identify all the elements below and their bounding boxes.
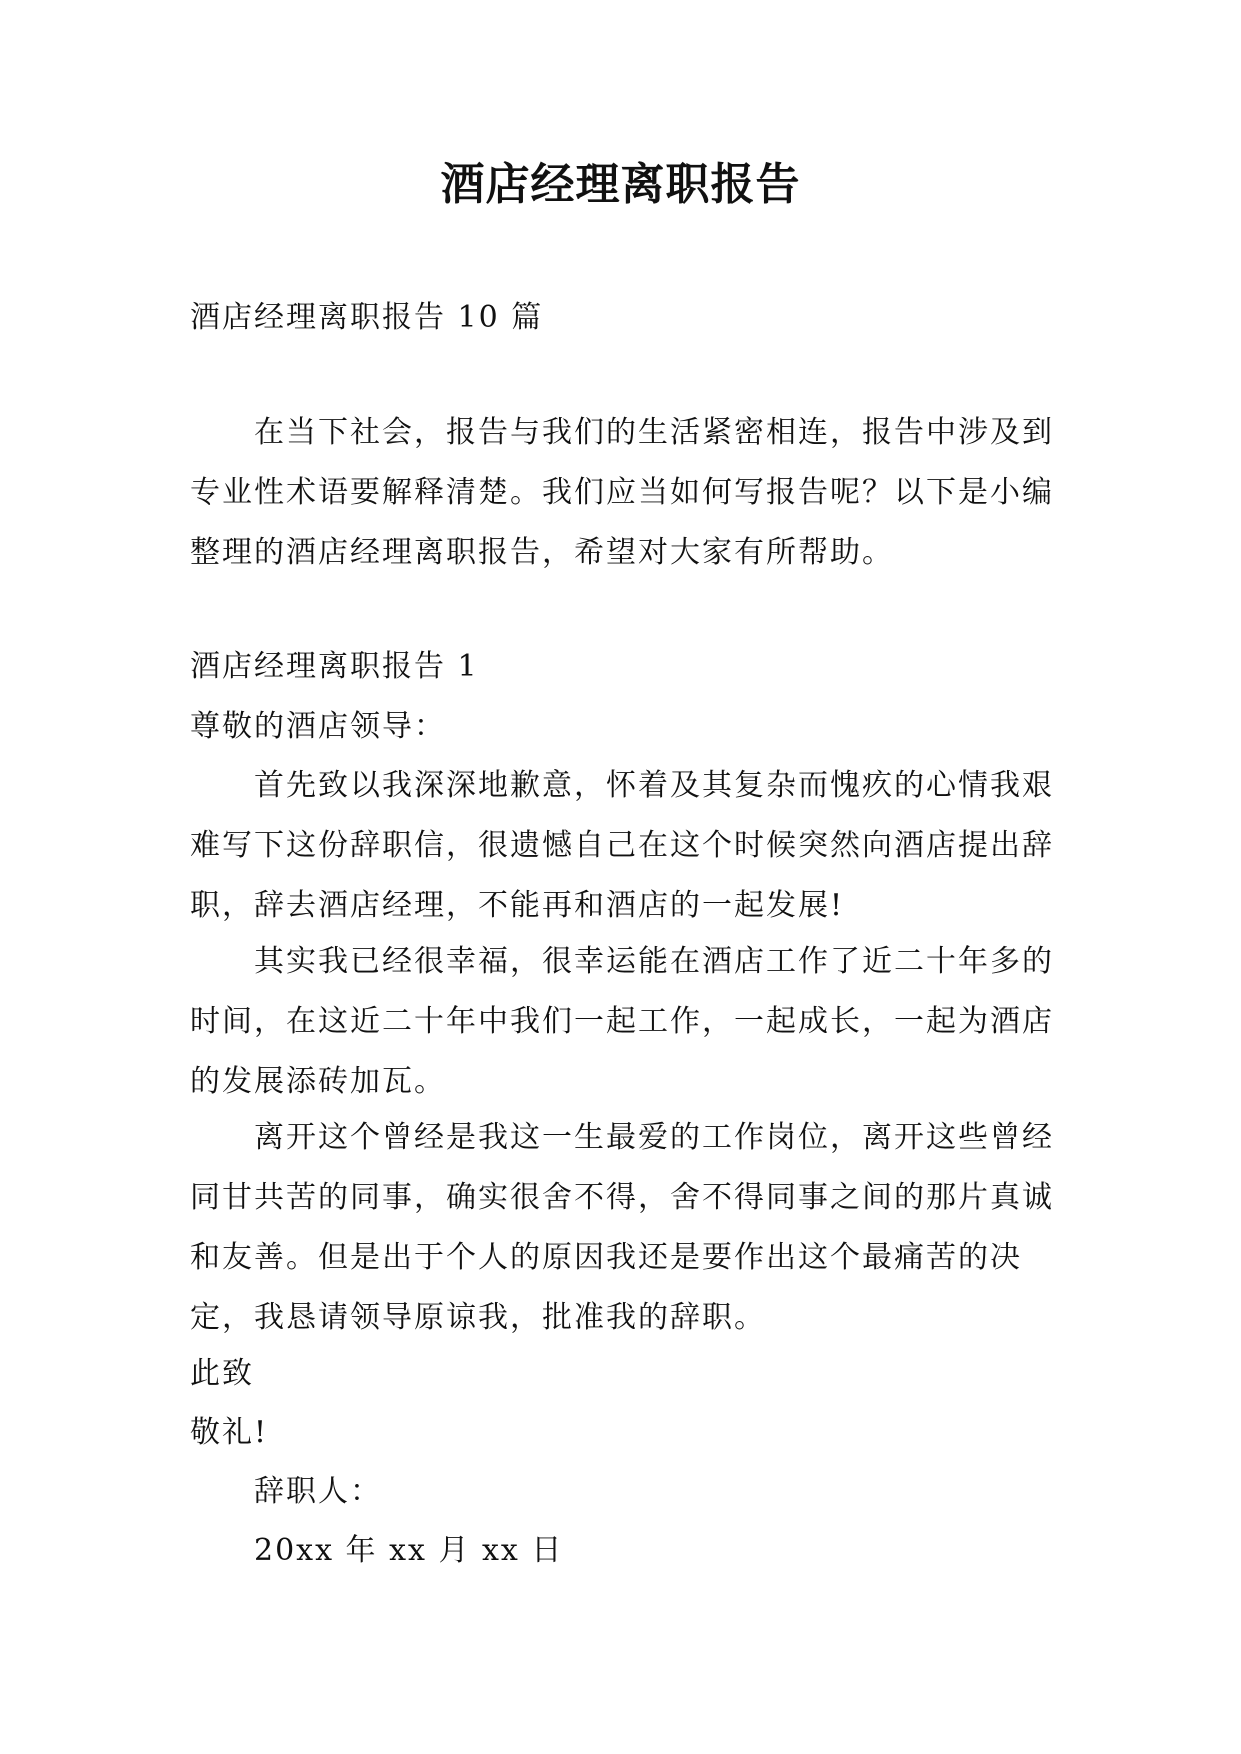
- section-title: 酒店经理离职报告 1: [190, 649, 479, 684]
- document-subtitle: 酒店经理离职报告 10 篇: [190, 300, 544, 335]
- letter-paragraph: 离开这个曾经是我这一生最爱的工作岗位，离开这些曾经同甘共苦的同事，确实很舍不得，舍不得同事之间的那片真诚和友善。但是出于个人的原因我还是要作出这个最痛苦的决定，我恳请领导原谅我，批准我的辞职。: [190, 1120, 1054, 1335]
- salutation-line: 敬礼!: [190, 1415, 269, 1450]
- letter-paragraph: 首先致以我深深地歉意，怀着及其复杂而愧疚的心情我艰难写下这份辞职信，很遗憾自己在这个时候突然向酒店提出辞职，辞去酒店经理，不能再和酒店的一起发展!: [190, 768, 1054, 923]
- closing-line: 此致: [190, 1356, 254, 1391]
- intro-paragraph: 在当下社会，报告与我们的生活紧密相连，报告中涉及到专业性术语要解释清楚。我们应当如何写报告呢？以下是小编整理的酒店经理离职报告，希望对大家有所帮助。: [190, 415, 1054, 570]
- letter-date: 20xx 年 xx 月 xx 日: [254, 1533, 564, 1568]
- letter-paragraph: 其实我已经很幸福，很幸运能在酒店工作了近二十年多的时间，在这近二十年中我们一起工作，一起成长，一起为酒店的发展添砖加瓦。: [190, 944, 1054, 1099]
- document-title: 酒店经理离职报告: [440, 159, 801, 210]
- signer-label: 辞职人：: [254, 1474, 382, 1509]
- letter-greeting: 尊敬的酒店领导：: [190, 709, 446, 744]
